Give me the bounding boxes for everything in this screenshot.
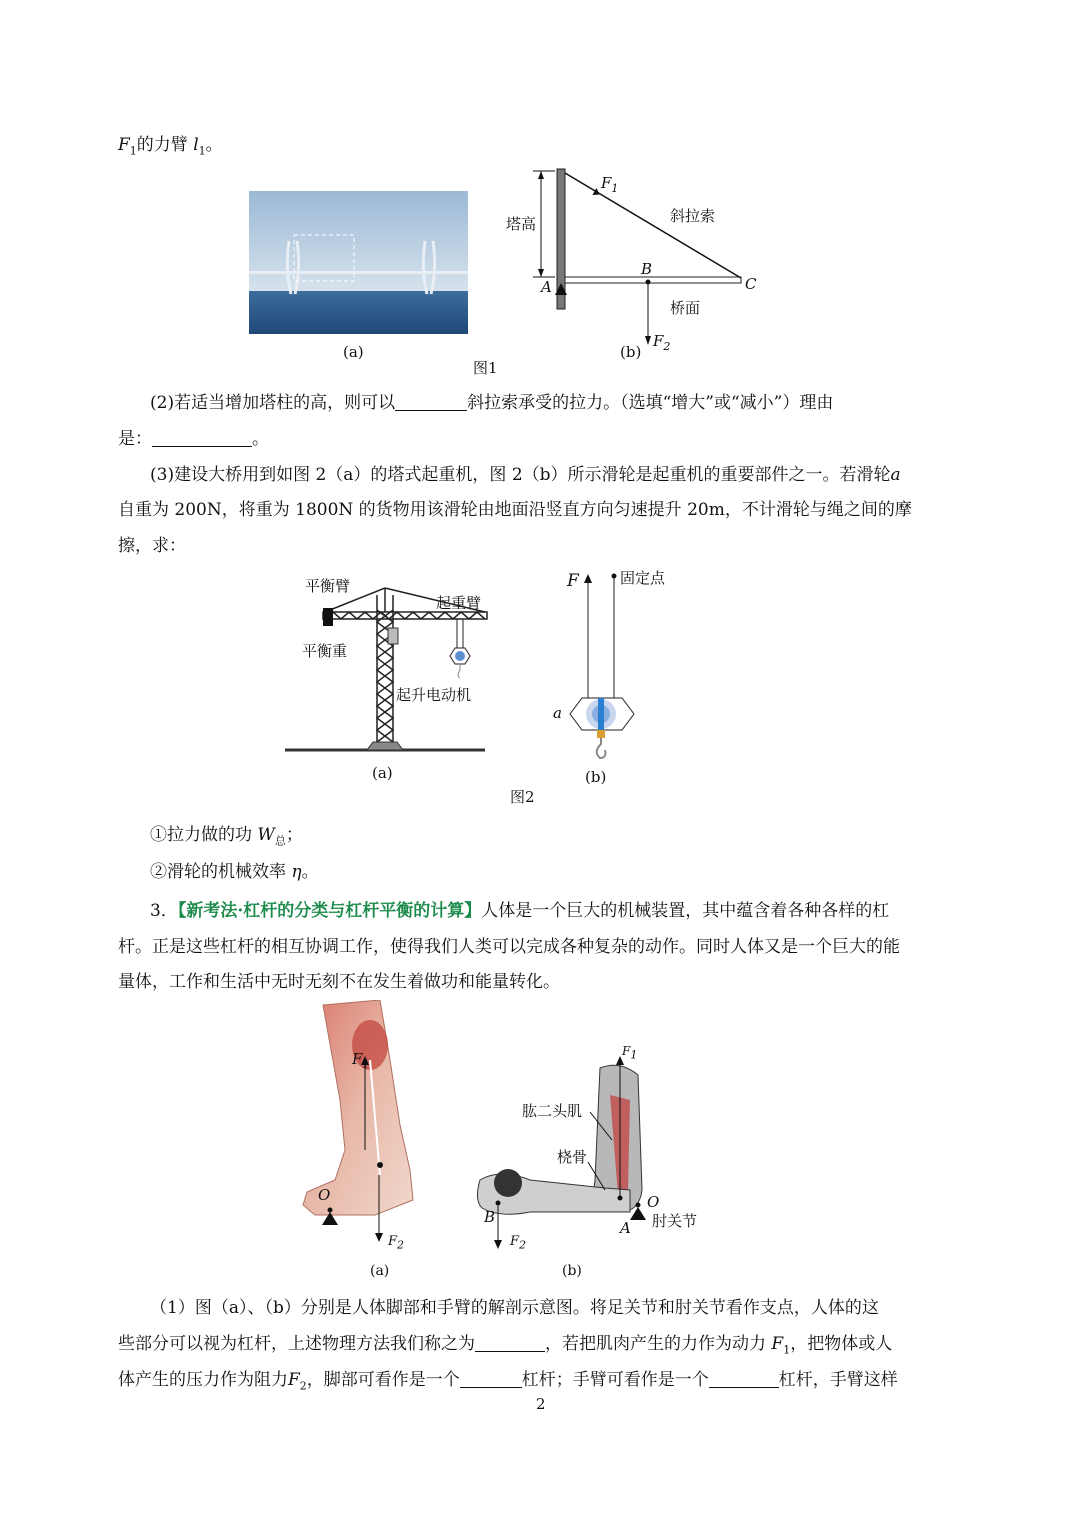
answer-blank[interactable] bbox=[709, 1369, 779, 1388]
fig1-caption-a: (a) bbox=[343, 343, 364, 361]
arm-symbol: l bbox=[193, 135, 199, 155]
pulley-symbol: a bbox=[890, 465, 901, 485]
fig1-title: 图1 bbox=[473, 359, 498, 377]
subscript: 2 bbox=[397, 1238, 405, 1252]
q3-line3: 擦，求： bbox=[118, 536, 186, 556]
force-symbol: F bbox=[118, 135, 130, 155]
f1-letter: F bbox=[352, 1050, 363, 1068]
fig3-caption-b: (b) bbox=[562, 1263, 582, 1279]
label-a-pulley: a bbox=[553, 704, 562, 722]
q3-line1 bbox=[150, 460, 901, 485]
label-balance-arm: 平衡臂 bbox=[305, 577, 351, 595]
subscript: 1 bbox=[630, 1048, 638, 1062]
answer-blank[interactable] bbox=[395, 392, 467, 411]
text-span: 杠杆；手臂可看作是一个 bbox=[521, 1370, 709, 1390]
counterweight bbox=[323, 608, 333, 626]
q31-line1: （1）图（a）、（b）分别是人体脚部和手臂的解剖示意图。将足关节和肘关节看作支点，人体的这 bbox=[150, 1298, 879, 1318]
label-a-arm: A bbox=[620, 1219, 631, 1237]
text-span: ②滑轮的机械效率 bbox=[150, 862, 286, 882]
text-span: ，若把肌肉产生的力作为动力 bbox=[545, 1334, 766, 1354]
answer-blank[interactable] bbox=[460, 1369, 522, 1388]
text-line bbox=[118, 130, 223, 157]
subscript: 2 bbox=[663, 340, 671, 353]
label-tower-height: 塔高 bbox=[506, 215, 537, 233]
subq-1 bbox=[150, 820, 303, 848]
force-symbol: F bbox=[771, 1334, 784, 1354]
f1-letter: F bbox=[601, 174, 612, 192]
text-span: 。 bbox=[252, 429, 269, 449]
f-arrowhead bbox=[584, 574, 592, 583]
text-span: 斜拉索承受的拉力。（选填“增大”或“减小”）理由 bbox=[467, 393, 834, 413]
f1-letter: F bbox=[622, 1044, 631, 1058]
text-span: 些部分可以视为杠杆，上述物理方法我们称之为 bbox=[118, 1334, 475, 1354]
text-span: 人体是一个巨大的机械装置，其中蕴含着各种各样的杠 bbox=[481, 901, 890, 921]
subscript: 1 bbox=[362, 1058, 370, 1071]
fixed-point-dot bbox=[612, 574, 617, 579]
text-span: 杠杆，手臂这样 bbox=[778, 1370, 898, 1390]
text-span: (2)若适当增加塔柱的高，则可以 bbox=[150, 393, 396, 413]
q2-line1 bbox=[150, 388, 833, 413]
text-span: 。 bbox=[301, 862, 319, 882]
label-cable: 斜拉索 bbox=[670, 207, 716, 225]
p3-line3: 量体，工作和生活中无时无刻不在发生着做功和能量转化。 bbox=[118, 972, 560, 992]
text-span: ； bbox=[285, 825, 303, 845]
subscript: 1 bbox=[783, 1343, 791, 1357]
subscript: 1 bbox=[129, 144, 137, 158]
label-f2-foot bbox=[388, 1234, 404, 1252]
question-tag: 【新考法·杠杆的分类与杠杆平衡的计算】 bbox=[177, 901, 482, 921]
fig2-caption-b: (b) bbox=[585, 768, 607, 786]
label-f1-arm bbox=[622, 1044, 637, 1061]
text-span: 。 bbox=[205, 135, 223, 155]
label-fixed-point: 固定点 bbox=[620, 569, 666, 587]
subscript: 总 bbox=[274, 834, 286, 848]
text-span: 体产生的压力作为阻力 bbox=[118, 1370, 288, 1390]
label-biceps: 肱二头肌 bbox=[522, 1102, 583, 1120]
label-elbow: 肘关节 bbox=[652, 1212, 698, 1230]
label-lift-arm: 起重臂 bbox=[436, 594, 482, 612]
fig1-caption-b: (b) bbox=[620, 343, 642, 361]
q31-line3 bbox=[118, 1365, 898, 1392]
answer-blank[interactable] bbox=[475, 1333, 545, 1352]
pulley-diagram bbox=[560, 570, 650, 770]
label-a: A bbox=[541, 278, 552, 296]
subq-2 bbox=[150, 857, 319, 882]
fig2-caption-a: (a) bbox=[372, 764, 393, 782]
label-deck: 桥面 bbox=[670, 299, 701, 317]
q31-line2 bbox=[118, 1329, 892, 1356]
question-number: 3． bbox=[150, 901, 178, 921]
p3-line1 bbox=[150, 896, 889, 921]
label-f1 bbox=[601, 174, 618, 195]
subscript: 1 bbox=[198, 144, 206, 158]
eta-symbol: η bbox=[291, 862, 302, 882]
foot-diagram bbox=[295, 1000, 425, 1250]
f2-letter: F bbox=[510, 1234, 520, 1249]
f2-letter: F bbox=[388, 1234, 398, 1249]
label-radius: 桡骨 bbox=[557, 1148, 588, 1166]
text-span: ，脚部可看作是一个 bbox=[306, 1370, 460, 1390]
held-ball bbox=[494, 1169, 522, 1197]
text-span: ，把物体或人 bbox=[790, 1334, 893, 1354]
fig2-title: 图2 bbox=[510, 788, 535, 806]
subscript: 1 bbox=[611, 182, 619, 195]
deck bbox=[565, 277, 741, 283]
label-b-arm: B bbox=[484, 1208, 496, 1226]
label-motor: 起升电动机 bbox=[396, 686, 472, 704]
label-c: C bbox=[745, 275, 757, 293]
q3-line2: 自重为 200N，将重为 1800N 的货物用该滑轮由地面沿竖直方向匀速提升 20m，不计滑轮与绳之间的摩 bbox=[118, 500, 912, 520]
text-span: ①拉力做的功 bbox=[150, 825, 252, 845]
label-f1-foot bbox=[352, 1050, 369, 1071]
p3-line2: 杆。正是这些杠杆的相互协调工作，使得我们人类可以完成各种复杂的动作。同时人体又是一个巨大的能 bbox=[118, 937, 900, 957]
label-o-arm: O bbox=[647, 1193, 660, 1211]
text-span: 是： bbox=[118, 429, 152, 449]
f2-letter: F bbox=[653, 332, 664, 350]
subscript: 2 bbox=[519, 1238, 527, 1252]
label-f2 bbox=[653, 332, 670, 353]
answer-blank[interactable] bbox=[152, 428, 252, 447]
work-symbol: W bbox=[257, 825, 275, 845]
label-f2-arm bbox=[510, 1234, 526, 1252]
text-span: 的力臂 bbox=[136, 135, 188, 155]
label-counterweight: 平衡重 bbox=[302, 642, 348, 660]
subscript: 2 bbox=[299, 1379, 307, 1393]
bridge-photo bbox=[249, 191, 468, 334]
fig1-diagram bbox=[500, 165, 770, 355]
page-number: 2 bbox=[536, 1395, 546, 1413]
label-f: F bbox=[567, 571, 579, 591]
motor bbox=[388, 628, 398, 644]
label-b: B bbox=[641, 260, 653, 278]
bridge-photo-svg bbox=[249, 191, 468, 334]
fig3-caption-a: (a) bbox=[370, 1263, 390, 1279]
q2-line2 bbox=[118, 424, 269, 449]
text-span: (3)建设大桥用到如图 2（a）的塔式起重机，图 2（b）所示滑轮是起重机的重要部件之一。若滑轮 bbox=[150, 465, 891, 485]
force-symbol: F bbox=[288, 1370, 300, 1390]
label-o-foot: O bbox=[318, 1186, 331, 1204]
